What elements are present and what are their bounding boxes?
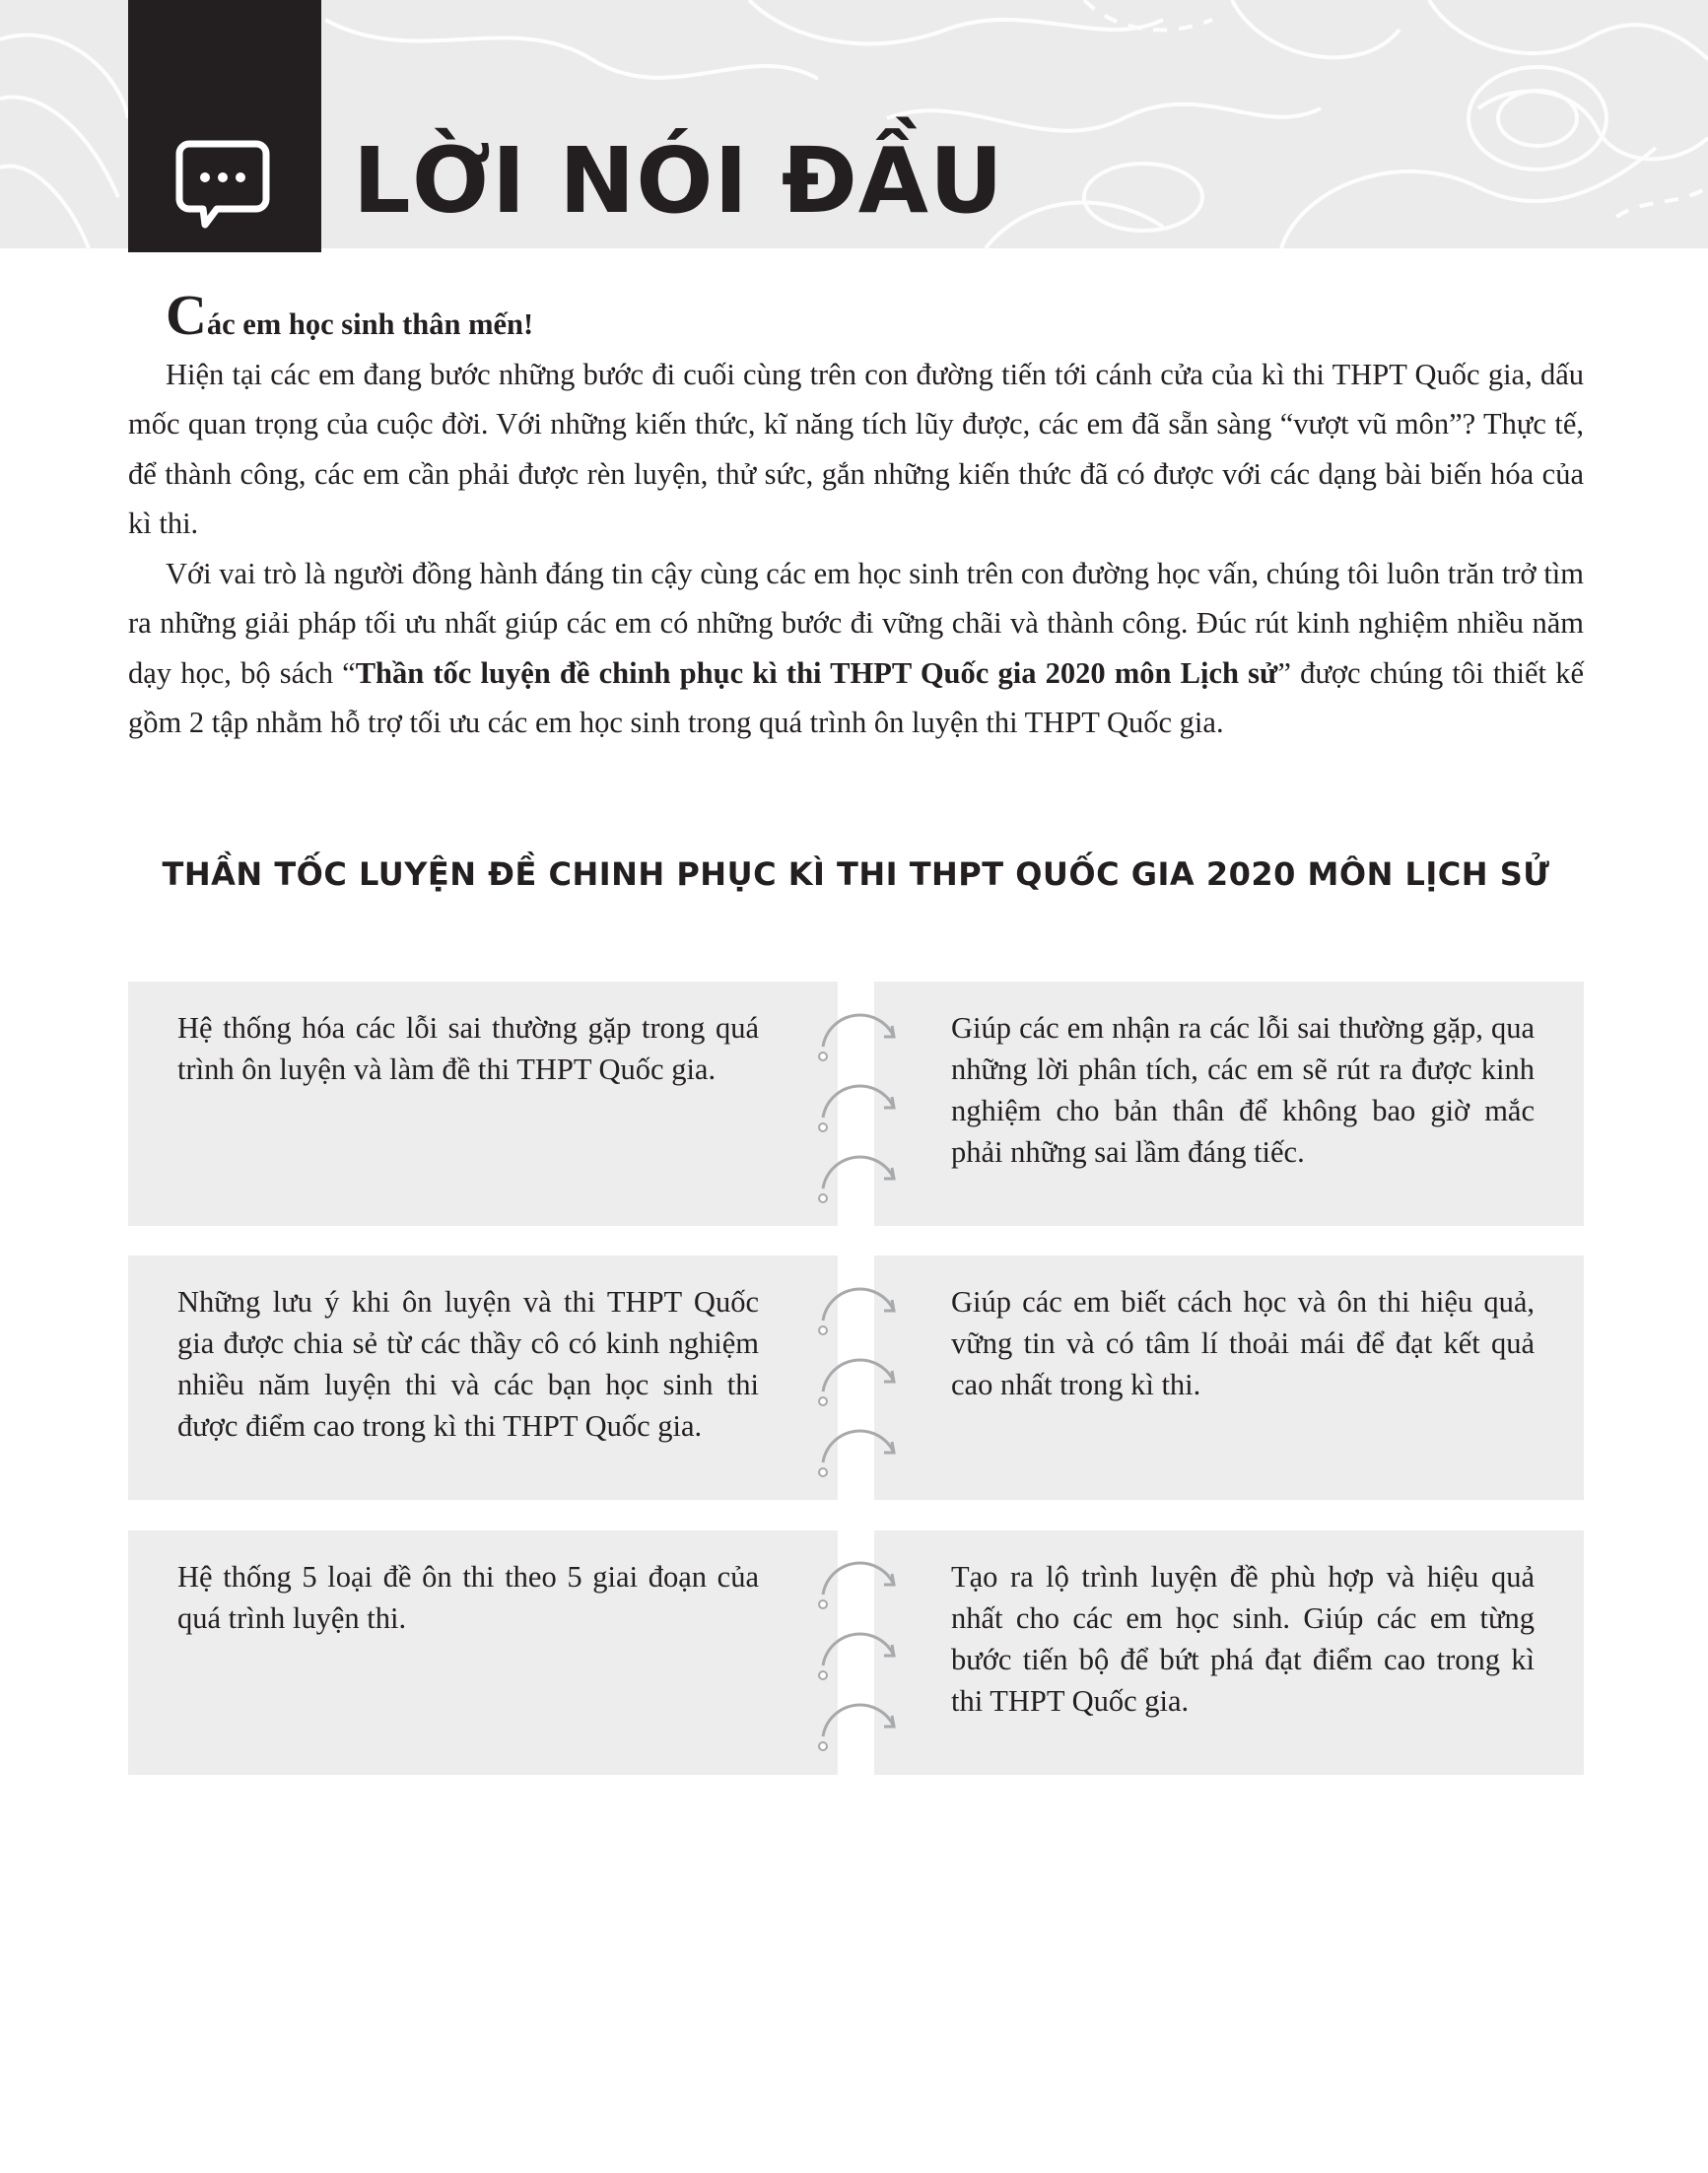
- connector-dot: [819, 1671, 827, 1679]
- feature-panel-right-2: Giúp các em biết cách học và ôn thi hiệu quả, vững tin và có tâm lí thoải mái để đạt kết quả cao nhất trong kì thi.: [874, 1256, 1584, 1500]
- connector-arrows-3: [813, 1545, 912, 1762]
- connector-arrows-1: [813, 997, 912, 1214]
- connector-dot: [819, 1326, 827, 1334]
- connector-dot: [819, 1053, 827, 1060]
- curved-arrow-icon: [823, 1015, 894, 1047]
- curved-arrow-icon: [823, 1157, 894, 1188]
- speech-bubble-ellipsis-icon: [173, 138, 272, 235]
- connector-arrows-2: [813, 1271, 912, 1488]
- connector-dot: [819, 1123, 827, 1131]
- intro-section: [128, 283, 1585, 748]
- feature-panel-left-2: Những lưu ý khi ôn luyện và thi THPT Quốc gia được chia sẻ từ các thầy cô có kinh nghiệm nhiều năm luyện thi và các bạn học sinh thi được điểm cao trong kì thi THPT Quốc gia.: [128, 1256, 838, 1500]
- intro-paragraph-1: Hiện tại các em đang bước những bước đi cuối cùng trên con đường tiến tới cánh cửa của kì thi THPT Quốc gia, dấu mốc quan trọng của cuộc đời. Với những kiến thức, kĩ năng tích lũy được, các em đã sẵn sàng “vượt vũ môn”? Thực tế, để thành công, các em cần phải được rèn luyện, thử sức, gắn những kiến thức đã có được với các dạng bài biến hóa của kì thi.: [128, 357, 1584, 540]
- connector-dot: [819, 1468, 827, 1476]
- intro-paragraph-2-end: ” được chúng tôi thiết kế gồm 2 tập nhằm hỗ trợ tối ưu các em học sinh trong quá trình ôn luyện thi THPT Quốc gia.: [128, 655, 1585, 739]
- curved-arrow-icon: [823, 1360, 894, 1392]
- header-icon-box: [128, 0, 321, 252]
- curved-arrow-icon: [823, 1634, 894, 1665]
- connector-dot: [819, 1742, 827, 1750]
- book-title: Thần tốc luyện đề chinh phục kì thi THPT Quốc gia 2020 môn Lịch sử: [355, 655, 1278, 690]
- feature-panel-right-1: Giúp các em nhận ra các lỗi sai thường gặp, qua những lời phân tích, các em sẽ rút ra được kinh nghiệm cho bản thân để không bao giờ mắc phải những sai lầm đáng tiếc.: [874, 982, 1584, 1226]
- curved-arrow-icon: [823, 1289, 894, 1321]
- curved-arrow-icon: [823, 1086, 894, 1118]
- intro-paragraph-2: [128, 549, 1584, 748]
- curved-arrow-icon: [823, 1563, 894, 1595]
- curved-arrow-icon: [823, 1705, 894, 1736]
- feature-panel-left-1: Hệ thống hóa các lỗi sai thường gặp trong quá trình ôn luyện và làm đề thi THPT Quốc gia.: [128, 982, 838, 1226]
- connector-dot: [819, 1600, 827, 1608]
- greeting: [128, 283, 1584, 350]
- connector-dot: [819, 1194, 827, 1202]
- connector-dot: [819, 1397, 827, 1405]
- section-title: THẦN TỐC LUYỆN ĐỀ CHINH PHỤC KÌ THI THPT QUỐC GIA 2020 MÔN LỊCH SỬ: [162, 855, 1550, 893]
- intro-paragraph-2-start: Với vai trò là người đồng hành đáng tin cậy cùng các em học sinh trên con đường học vấn, chúng tôi luôn trăn trở tìm ra những giải pháp tối ưu nhất giúp các em có những bước đi vững chãi và thành công. Đúc rút kinh nghiệm nhiều năm dạy học, bộ sách “: [128, 556, 1584, 690]
- feature-panel-right-3: Tạo ra lộ trình luyện đề phù hợp và hiệu quả nhất cho các em học sinh. Giúp các em từng bước tiến bộ để bứt phá đạt điểm cao trong kì thi THPT Quốc gia.: [874, 1530, 1584, 1775]
- greeting-text: ác em học sinh thân mến!: [206, 307, 534, 341]
- curved-arrow-icon: [823, 1431, 894, 1462]
- greeting-drop-cap: C: [166, 283, 207, 347]
- page-title: LỜI NÓI ĐẦU: [353, 128, 1004, 234]
- feature-panel-left-3: Hệ thống 5 loại đề ôn thi theo 5 giai đoạn của quá trình luyện thi.: [128, 1530, 838, 1775]
